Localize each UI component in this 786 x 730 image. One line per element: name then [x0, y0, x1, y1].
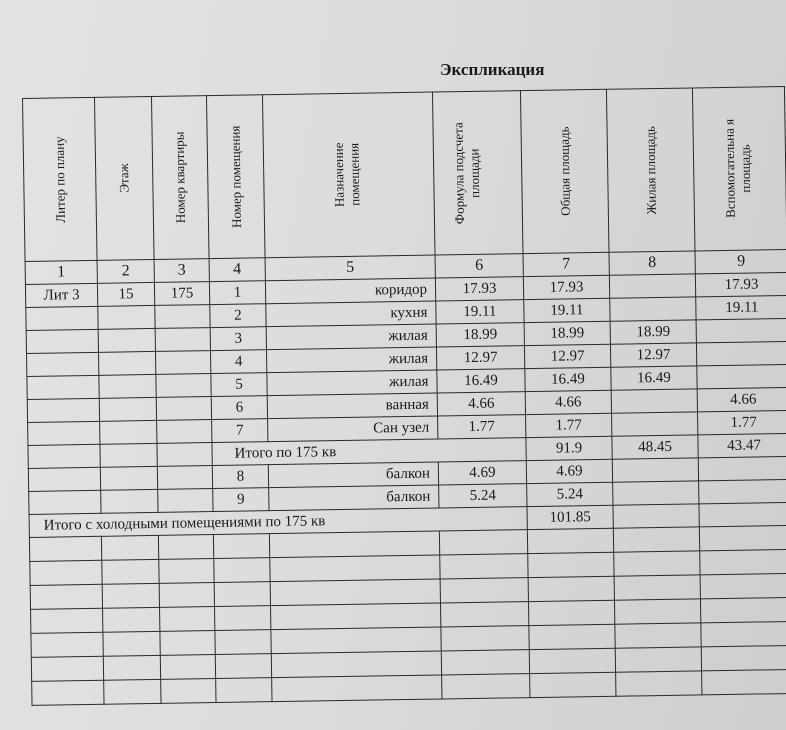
total-cell: 4.69: [526, 459, 612, 483]
column-number: 9: [695, 250, 786, 274]
purpose-cell: жилая: [267, 370, 437, 396]
aux-cell: 17.93: [695, 273, 786, 297]
formula-cell: 19.11: [436, 300, 524, 324]
explication-table-wrapper: [22, 86, 786, 706]
total-cell: 4.66: [525, 390, 611, 414]
header-cell: Формула подсчета площади: [432, 91, 523, 255]
aux-cell: [697, 364, 786, 388]
formula-cell: 18.99: [436, 323, 524, 347]
room-cell: 4: [210, 350, 266, 374]
formula-cell: 4.69: [438, 461, 526, 485]
total-cell: 19.11: [524, 298, 610, 322]
subtotal-living: 48.45: [612, 435, 698, 459]
column-number: 5: [265, 255, 435, 281]
total-cell: 16.49: [525, 367, 611, 391]
room-cell: 6: [211, 396, 267, 420]
purpose-cell: Сан узел: [268, 416, 438, 442]
purpose-cell: коридор: [265, 278, 435, 304]
document-title: Экспликация: [440, 60, 545, 79]
header-cell: Номер квартиры: [151, 96, 209, 260]
room-cell: 3: [210, 327, 266, 351]
room-cell: 2: [210, 304, 266, 328]
header-cell: Литер по плану: [23, 97, 98, 261]
living-cell: 16.49: [611, 366, 697, 390]
total-cell: 12.97: [524, 344, 610, 368]
living-cell: [611, 389, 697, 413]
subtotal-aux: 43.47: [698, 433, 786, 457]
apartment-cell: 175: [154, 282, 209, 306]
grand-total-label: Итого с холодными помещениями по 175 кв: [29, 507, 527, 538]
column-number: 7: [523, 252, 609, 276]
purpose-cell: жилая: [266, 324, 436, 350]
subtotal-total: 91.9: [526, 436, 612, 460]
room-cell: 8: [212, 465, 268, 489]
column-number: 8: [609, 251, 695, 275]
room-cell: 5: [211, 373, 267, 397]
column-number: 4: [209, 258, 265, 282]
aux-cell: [696, 341, 786, 365]
living-cell: [609, 274, 695, 298]
column-number: 6: [435, 254, 523, 278]
formula-cell: 1.77: [438, 415, 526, 439]
header-cell: Общая площадь: [520, 89, 609, 253]
purpose-cell: ванная: [267, 393, 437, 419]
header-cell: Жилая площадь: [606, 88, 695, 252]
formula-cell: 16.49: [437, 369, 525, 393]
formula-cell: 12.97: [436, 346, 524, 370]
header-row: [23, 87, 786, 262]
total-cell: 1.77: [526, 413, 612, 437]
formula-cell: 5.24: [439, 484, 527, 508]
formula-cell: 17.93: [435, 277, 523, 301]
living-cell: [612, 412, 698, 436]
header-cell: Назначение помещения: [262, 92, 435, 258]
room-cell: 9: [213, 488, 269, 512]
room-cell: 7: [212, 419, 268, 443]
aux-cell: [696, 318, 786, 342]
floor-cell: 15: [97, 282, 154, 306]
header-cell: Вспомогательна я площадь: [692, 87, 786, 251]
column-number: 2: [97, 259, 154, 283]
liter-cell: Лит 3: [25, 283, 97, 307]
column-number: 3: [154, 259, 209, 283]
total-cell: 5.24: [527, 482, 613, 506]
total-cell: 17.93: [523, 275, 609, 299]
grand-total-value: 101.85: [527, 505, 613, 529]
subtotal-label: Итого по 175 кв: [212, 438, 526, 466]
aux-cell: 19.11: [696, 295, 786, 319]
column-number: 1: [25, 260, 97, 284]
purpose-cell: балкон: [268, 462, 438, 488]
aux-cell: 1.77: [698, 410, 786, 434]
explication-table: [22, 86, 786, 706]
purpose-cell: кухня: [266, 301, 436, 327]
aux-cell: 4.66: [697, 387, 786, 411]
formula-cell: 4.66: [437, 392, 525, 416]
room-cell: 1: [209, 281, 265, 305]
purpose-cell: жилая: [266, 347, 436, 373]
purpose-cell: балкон: [269, 485, 439, 511]
living-cell: [610, 297, 696, 321]
header-cell: Этаж: [94, 96, 154, 260]
living-cell: 18.99: [610, 320, 696, 344]
header-cell: Номер помещения: [206, 95, 265, 259]
total-cell: 18.99: [524, 321, 610, 345]
living-cell: 12.97: [610, 343, 696, 367]
